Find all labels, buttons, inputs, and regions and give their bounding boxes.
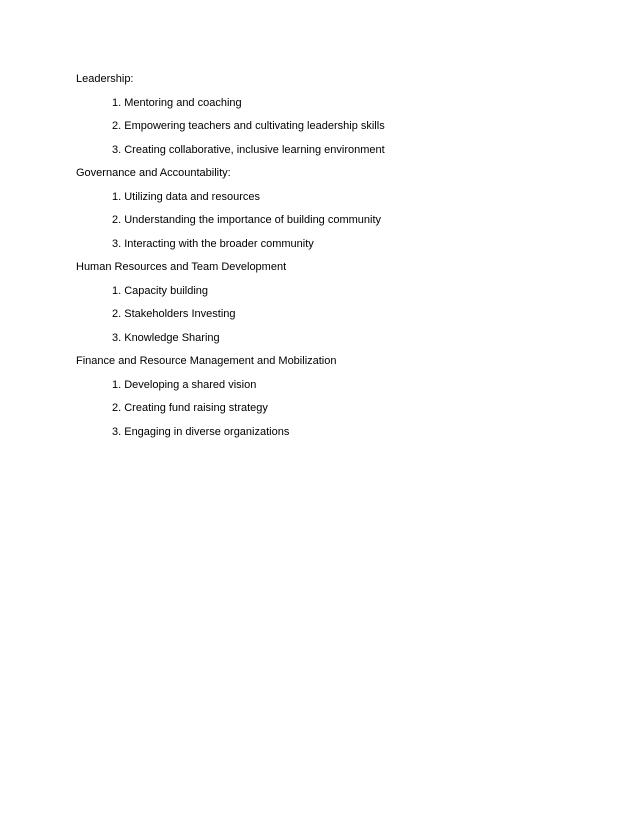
section-governance xyxy=(76,166,596,252)
list-item: 1. Developing a shared vision xyxy=(112,378,257,391)
section-heading: Finance and Resource Management and Mobilization xyxy=(76,355,337,367)
list-item: 3. Knowledge Sharing xyxy=(112,331,220,344)
list-item: 3. Engaging in diverse organizations xyxy=(112,425,290,438)
list-item: 1. Mentoring and coaching xyxy=(112,96,242,109)
numbered-list xyxy=(76,284,596,346)
section-finance xyxy=(76,354,596,440)
list-item: 1. Utilizing data and resources xyxy=(112,190,260,203)
section-heading: Human Resources and Team Development xyxy=(76,261,287,273)
list-item: 3. Creating collaborative, inclusive learning environment xyxy=(112,143,385,156)
section-human-resources xyxy=(76,260,596,346)
document-body xyxy=(76,72,596,448)
list-item: 2. Stakeholders Investing xyxy=(112,308,236,320)
numbered-list xyxy=(76,190,596,252)
list-item: 2. Creating fund raising strategy xyxy=(112,402,268,414)
list-item: 2. Understanding the importance of building community xyxy=(112,214,382,226)
section-heading: Governance and Accountability: xyxy=(76,167,231,179)
section-heading: Leadership: xyxy=(76,73,134,85)
numbered-list xyxy=(76,378,596,440)
list-item: 3. Interacting with the broader community xyxy=(112,237,314,250)
list-item: 1. Capacity building xyxy=(112,284,209,297)
list-item: 2. Empowering teachers and cultivating leadership skills xyxy=(112,120,385,132)
numbered-list xyxy=(76,96,596,158)
section-leadership xyxy=(76,72,596,158)
